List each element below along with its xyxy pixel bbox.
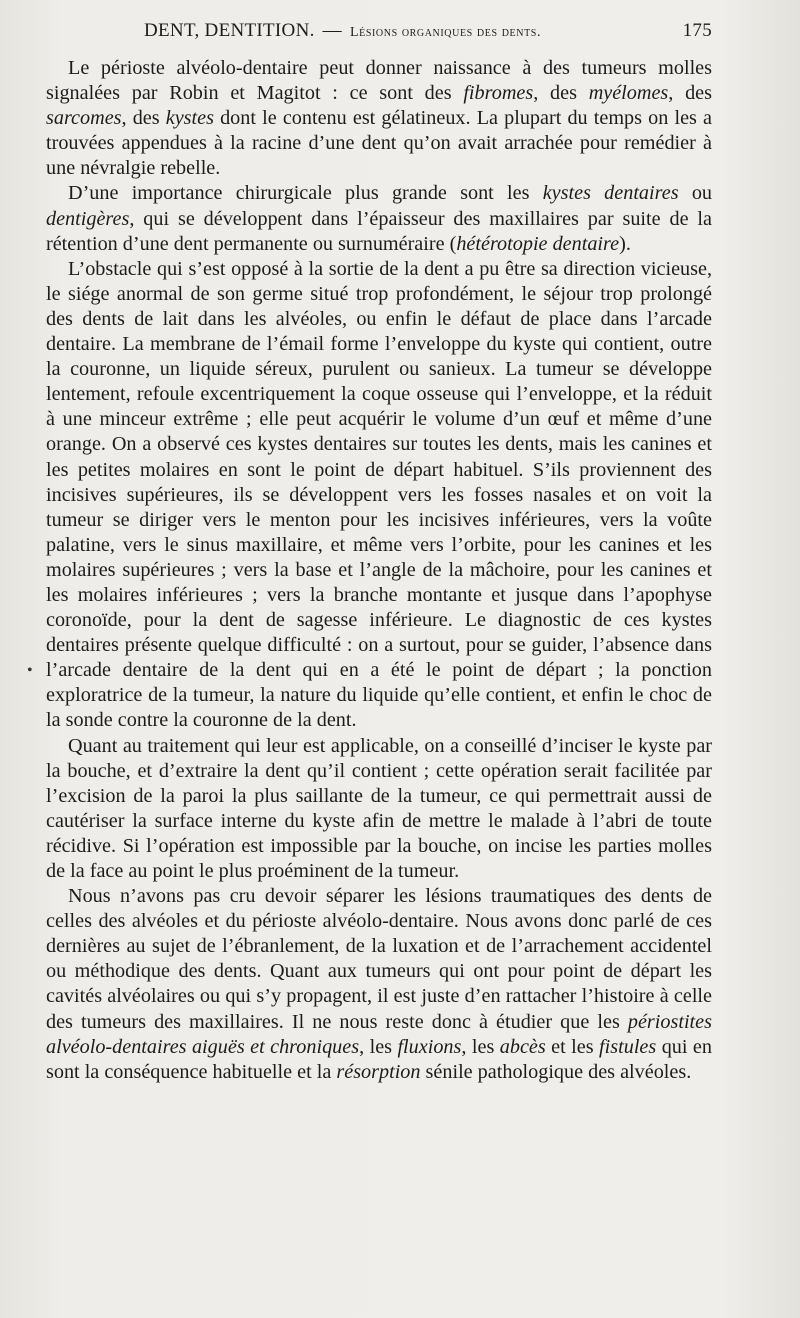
text-run: Quant au traitement qui leur est applicable, on a conseillé d’inciser le kyste par la bouche, et d’extraire la dent qu’il contient ; cette opération serait facilitée par l’excision de la paroi la plus saillante de la tumeur, ce qui permettrait aussi de cautériser la surface interne du kyste afin de mettre le malade à l’abri de toute récidive. Si l’opération est impossible par la bouche, on incise les parties molles de la face au point le plus proéminent de la tumeur. xyxy=(46,734,712,882)
header-subtitle: Lésions organiques des dents. xyxy=(349,25,542,40)
italic-term: fluxions xyxy=(397,1035,462,1058)
paragraph xyxy=(46,257,712,734)
italic-term: résorption xyxy=(336,1060,421,1083)
text-run: qui en sont la conséquence habituelle et la xyxy=(46,1035,712,1083)
italic-term: fibromes xyxy=(463,82,534,105)
text-run: dont le contenu est gélatineux. La plupart du temps on les a trouvées appendues à la racine d’une dent qu’on avait arrachée pour remédier à une névralgie rebelle. xyxy=(46,107,712,180)
italic-term: dentigères xyxy=(46,207,130,230)
italic-term: fistules xyxy=(599,1035,657,1058)
header-left xyxy=(46,20,541,42)
text-run: ou xyxy=(678,182,713,205)
text-run: , qui se développent dans l’épaisseur des maxillaires par suite de la rétention d’une dent permanente ou surnuméraire ( xyxy=(46,207,712,255)
text-run: L’obstacle qui s’est opposé à la sortie de la dent a pu être sa direction vicieuse, le siége anormal de son germe situé trop profondément, le séjour trop prolongé des dents de lait dans les alvéoles, ou enfin le défaut de place dans l’arcade dentaire. La membrane de l’émail forme l’enveloppe du kyste qui contient, outre la couronne, un liquide séreux, purulent ou sanieux. La tumeur se développe lentement, refoule excentriquement la coque osseuse qui l’enveloppe, et la réduit à une minceur extrême ; elle peut acquérir le volume d’un œuf et même d’une orange. On a observé ces kystes dentaires sur toutes les dents, mais les canines et les petites molaires en sont le point de départ habituel. S’ils proviennent des incisives supérieures, ils se développent vers les fosses nasales et on voit la tumeur se diriger vers le menton pour les incisives inférieures, vers la voûte palatine, vers le sinus maxillaire, et même vers l’orbite, pour les canines et les molaires supérieures ; vers la base et l’angle de la mâchoire, pour les canines et les molaires inférieures ; vers la branche montante et jusque dans l’apophyse coronoïde, pour la dent de sagesse inférieure. Le diagnostic de ces kystes dentaires présente quelque difficulté : on a surtout, pour se guider, l’absence dans l’arcade dentaire de la dent qui en a été le point de départ ; la ponction exploratrice de la tumeur, la nature du liquide qu’elle contient, et enfin le choc de la sonde contre la couronne de la dent. xyxy=(46,257,712,732)
italic-term: périostites alvéolo-dentaires aiguës et chroniques xyxy=(46,1010,712,1058)
text-run: sénile pathologique des alvéoles. xyxy=(420,1060,692,1083)
body-text xyxy=(46,56,712,1085)
text-run: et les xyxy=(545,1035,600,1058)
text-run: D’une importance chirurgicale plus grande sont les xyxy=(68,182,543,205)
paragraph xyxy=(46,56,712,181)
paragraph xyxy=(46,884,712,1085)
text-run: , les xyxy=(359,1035,398,1058)
running-header xyxy=(46,20,712,48)
italic-term: myélomes xyxy=(588,82,669,105)
italic-term: abcès xyxy=(499,1035,546,1058)
italic-term: kystes dentaires xyxy=(542,182,679,205)
header-dash: — xyxy=(322,20,342,41)
text-run: Le périoste alvéolo-dentaire peut donner naissance à des tumeurs molles signalées par Robin et Magitot : ce sont des xyxy=(46,57,712,105)
italic-term: kystes xyxy=(165,107,214,130)
text-run: , les xyxy=(461,1035,500,1058)
margin-mark: • xyxy=(27,662,33,679)
italic-term: sarcomes xyxy=(46,107,122,130)
paragraph xyxy=(46,181,712,256)
text-run: Nous n’avons pas cru devoir séparer les lésions traumatiques des dents de celles des alvéoles et du périoste alvéolo-dentaire. Nous avons donc parlé de ces dernières au sujet de l’ébranlement, de la luxation et de l’arrachement accidentel ou méthodique des dents. Quant aux tumeurs qui ont pour point de départ les cavités alvéolaires ou qui s’y propagent, il est juste d’en rattacher l’histoire à celle des tumeurs des maxillaires. Il ne nous reste donc à étudier que les xyxy=(46,885,712,1033)
text-run: , des xyxy=(533,82,589,105)
header-title: DENT, DENTITION. xyxy=(144,20,315,41)
text-run: , des xyxy=(121,107,166,130)
italic-term: hétérotopie dentaire xyxy=(456,232,620,255)
paragraph xyxy=(46,734,712,885)
page-number: 175 xyxy=(682,20,712,41)
text-run: , des xyxy=(668,82,712,105)
text-run: ). xyxy=(619,232,631,255)
